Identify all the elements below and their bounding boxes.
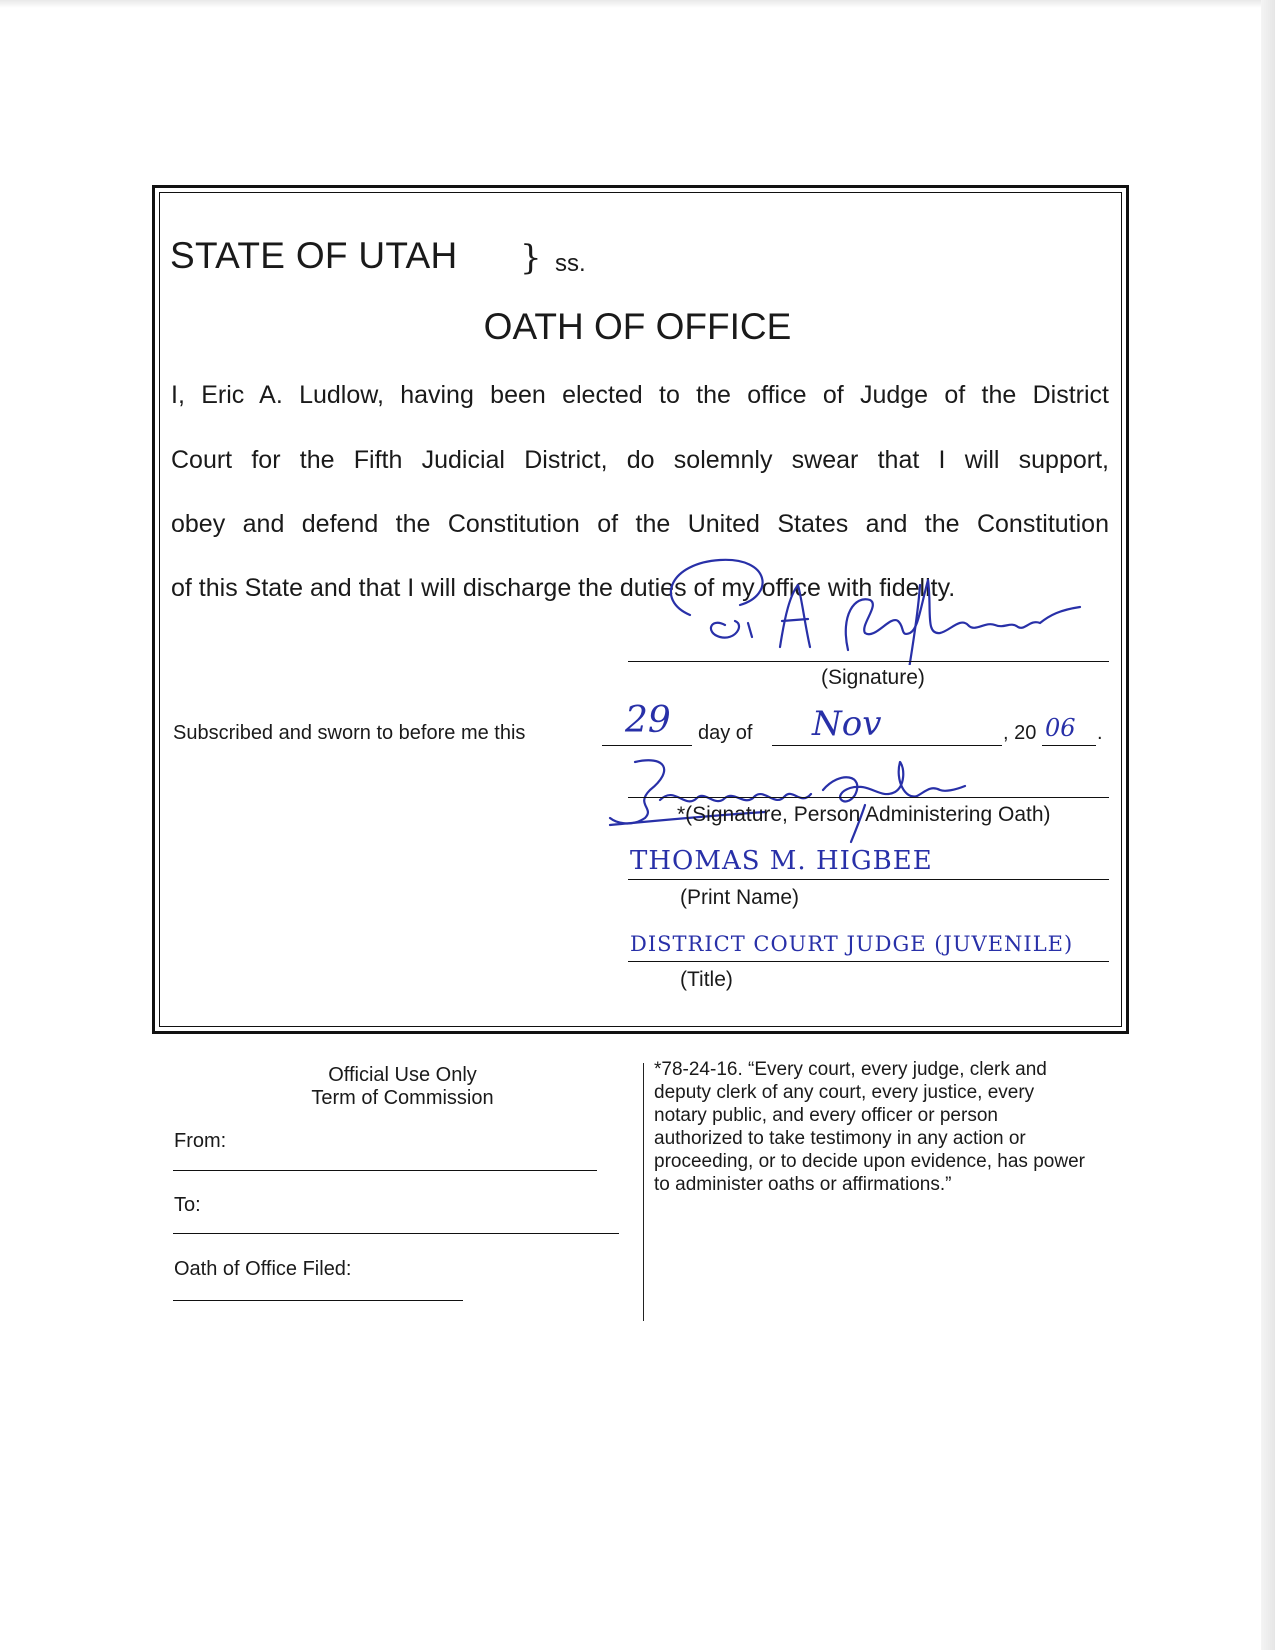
- signature-caption: (Signature): [821, 666, 925, 689]
- year-line: [1042, 745, 1096, 746]
- oath-title: OATH OF OFFICE: [483, 306, 792, 347]
- page-edge-right: [1261, 0, 1275, 1650]
- administrator-caption: *(Signature, Person Administering Oath): [677, 803, 1051, 826]
- oath-body-line-4: of this State and that I will discharge the duties of my office with fidelity.: [171, 574, 956, 602]
- year-prefix: , 20: [1003, 722, 1037, 744]
- affiant-signature: [650, 555, 1110, 665]
- handwritten-title: DISTRICT COURT JUDGE (JUVENILE): [630, 932, 1074, 956]
- ss-brace: }: [520, 238, 542, 278]
- term-of-commission-heading: Term of Commission: [311, 1087, 494, 1109]
- sig-loop-stroke: [671, 560, 763, 615]
- from-label: From:: [174, 1130, 227, 1152]
- sig-a-stroke: [780, 585, 810, 647]
- oath-filed-line: [173, 1300, 463, 1301]
- sig-i-stroke: [748, 623, 752, 637]
- day-of-text: day of: [698, 722, 753, 744]
- year-period: .: [1097, 722, 1103, 744]
- statute-line-6: to administer oaths or affirmations.”: [654, 1174, 952, 1195]
- to-line: [173, 1233, 619, 1234]
- statute-line-1: *78-24-16. “Every court, every judge, clerk and: [654, 1059, 1047, 1080]
- title-caption: (Title): [680, 968, 733, 991]
- sig-descender-stroke: [908, 585, 920, 665]
- oath-body-line-2: Court for the Fifth Judicial District, do solemnly swear that I will support,: [171, 446, 1109, 474]
- page-edge-top: [0, 0, 1275, 8]
- oath-body-line-1: I, Eric A. Ludlow, having been elected to the office of Judge of the District: [171, 381, 1109, 409]
- oath-body-line-3: obey and defend the Constitution of the United States and the Constitution: [171, 510, 1109, 538]
- from-line: [173, 1170, 597, 1171]
- administrator-signature-line: [628, 797, 1109, 798]
- print-name-caption: (Print Name): [680, 886, 800, 909]
- statute-line-4: authorized to take testimony in any action or: [654, 1128, 1026, 1149]
- admin-sig-higbee-stroke: [823, 762, 965, 801]
- statute-line-2: deputy clerk of any court, every justice, every: [654, 1082, 1035, 1103]
- ss-label: ss.: [555, 250, 586, 277]
- oath-filed-label: Oath of Office Filed:: [174, 1258, 352, 1280]
- statute-line-3: notary public, and every officer or person: [654, 1105, 998, 1126]
- statute-text: [654, 1058, 1124, 1196]
- subscribed-text: Subscribed and sworn to before me this: [173, 722, 526, 744]
- handwritten-day: 29: [625, 700, 671, 741]
- month-line: [772, 745, 1002, 746]
- day-line: [602, 745, 692, 746]
- signature-line: [628, 661, 1109, 662]
- statute-line-5: proceeding, or to decide upon evidence, has power: [654, 1151, 1085, 1172]
- handwritten-year: 06: [1045, 714, 1076, 742]
- handwritten-month: Nov: [812, 704, 882, 744]
- print-name-line: [628, 879, 1109, 880]
- sig-ludlow-stroke: [846, 580, 1080, 650]
- state-title: STATE OF UTAH: [170, 235, 458, 276]
- title-line: [628, 961, 1109, 962]
- admin-sig-t-stroke: [610, 760, 664, 823]
- handwritten-print-name: THOMAS M. HIGBEE: [630, 846, 933, 876]
- section-divider: [643, 1063, 644, 1321]
- to-label: To:: [174, 1194, 201, 1216]
- sig-e-stroke: [711, 621, 739, 638]
- official-use-heading: Official Use Only: [328, 1064, 477, 1086]
